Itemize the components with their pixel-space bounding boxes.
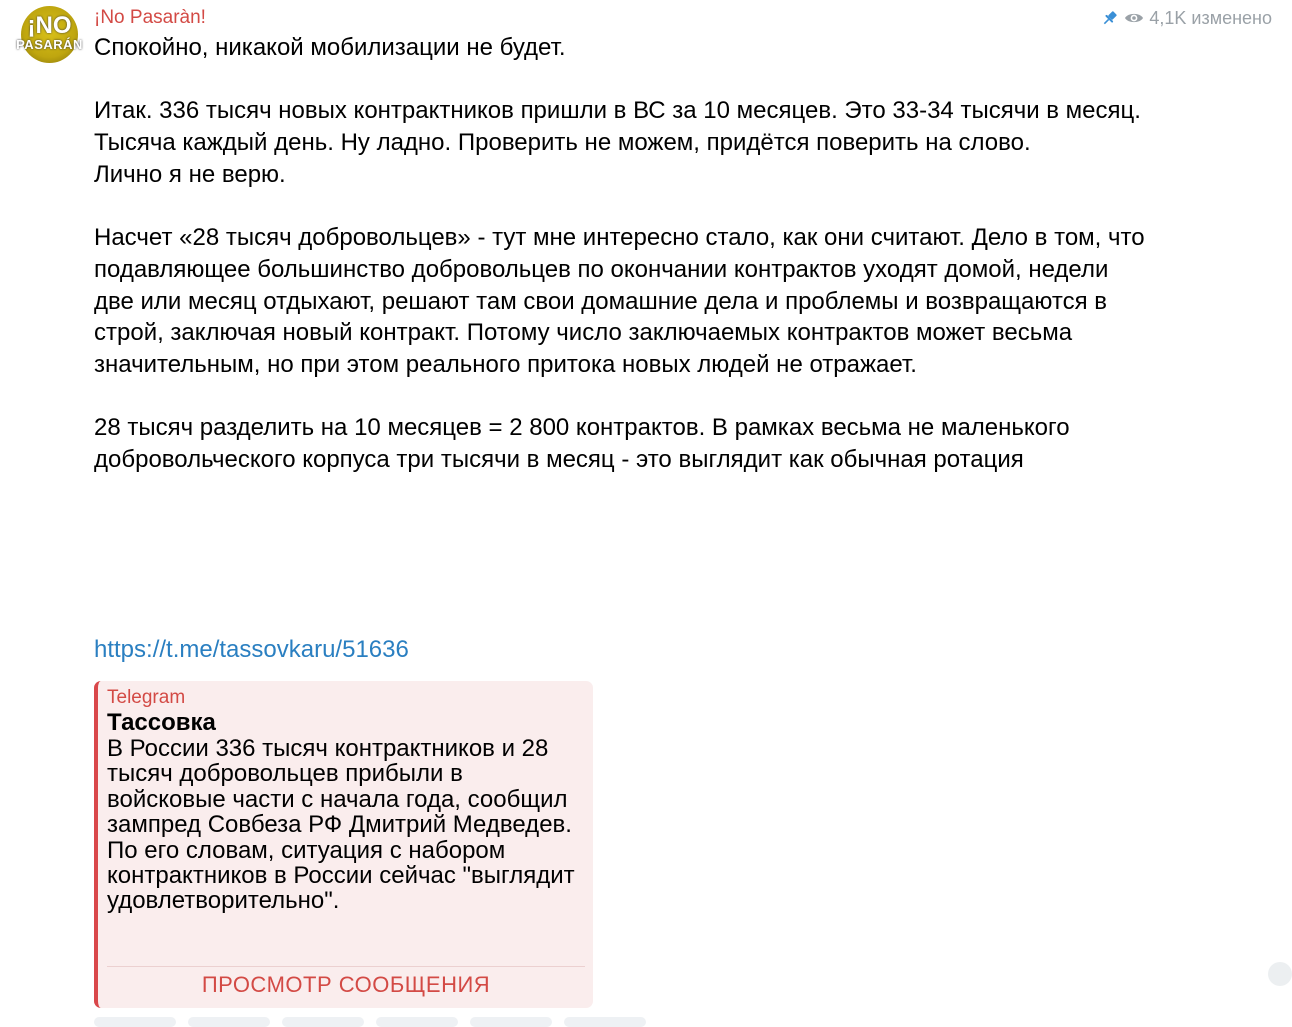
scroll-down-button[interactable]: [1268, 962, 1292, 986]
post-meta: [1101, 6, 1272, 30]
channel-avatar[interactable]: [16, 6, 83, 63]
post-paragraph: Спокойно, никакой мобилизации не будет.: [94, 34, 566, 61]
link-preview-card[interactable]: [94, 681, 593, 1008]
pin-icon[interactable]: [1101, 9, 1119, 27]
post-paragraph: Лично я не верю.: [94, 160, 286, 188]
preview-site-name: Telegram: [107, 687, 186, 708]
post-paragraph: 28 тысяч разделить на 10 месяцев = 2 800 контрактов. В рамках весьма не маленького добровольческого корпуса три тысячи в месяц - это выглядит как обычная ротация: [94, 414, 1070, 474]
post-link[interactable]: https://t.me/tassovkaru/51636: [94, 636, 409, 663]
preview-title: Тассовка: [107, 709, 216, 736]
preview-description: В России 336 тысяч контрактников и 28 тысяч добровольцев прибыли в войсковые части с начала года, сообщил зампред Совбеза РФ Дмитрий Медведев. По его словам, ситуация с набором контрактников в России сейчас "выглядит удовлетворительно".: [107, 735, 575, 915]
edited-label: изменено: [1191, 8, 1272, 28]
avatar-text-top: ¡NO: [27, 11, 72, 39]
post-paragraph: Насчет «28 тысяч добровольцев» - тут мне интересно стало, как они считают. Дело в том, что подавляющее большинство добровольцев по окончании контрактов уходят домой, недели две или месяц отдыхают, решают там свои домашние дела и проблемы и возвращаются в строй, заключая новый контракт. Потому число заключаемых контрактов может весьма значительным, но при этом реального притока новых людей не отражает.: [94, 224, 1145, 378]
eye-icon: [1124, 10, 1144, 26]
reactions-row: [94, 1017, 646, 1027]
reaction-chip[interactable]: [282, 1017, 364, 1027]
reaction-chip[interactable]: [188, 1017, 270, 1027]
views-count: 4,1K: [1149, 8, 1187, 28]
channel-name[interactable]: ¡No Pasaràn!: [94, 7, 206, 28]
post-paragraph: Итак. 336 тысяч новых контрактников пришли в ВС за 10 месяцев. Это 33-34 тысячи в месяц. Тысяча каждый день. Ну ладно. Проверить не можем, придётся поверить на слово.: [94, 97, 1141, 157]
post-text: [94, 32, 1154, 476]
view-message-button[interactable]: ПРОСМОТР СООБЩЕНИЯ: [107, 966, 585, 1002]
reaction-chip[interactable]: [94, 1017, 176, 1027]
reaction-chip[interactable]: [564, 1017, 646, 1027]
reaction-chip[interactable]: [470, 1017, 552, 1027]
avatar-text-bottom: PASARÁN: [16, 36, 83, 52]
reaction-chip[interactable]: [376, 1017, 458, 1027]
